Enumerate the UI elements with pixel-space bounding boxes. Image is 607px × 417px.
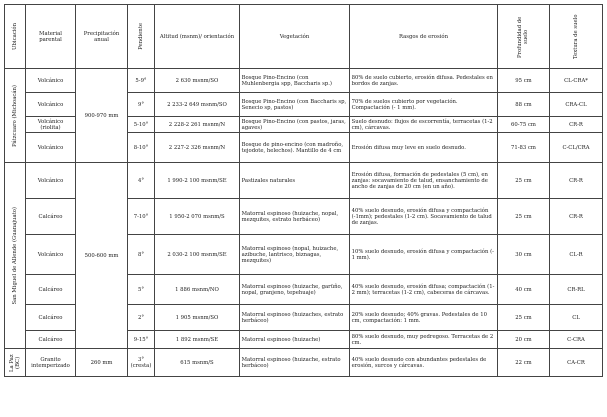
vegetation-cell: Matorral espinoso (nopal, huizache, azibuche, lantrisco, biznagas, mezquites) [240,235,350,275]
material-cell: Calcáreo [26,305,76,331]
material-cell: Calcáreo [26,199,76,235]
slope-cell: 4° [128,163,155,199]
header-depth [498,5,550,69]
vegetation-cell: Bosque Pino-Encino (con Muhlenbergia spp, Baccharis sp.) [240,69,350,93]
header-location [5,5,26,69]
vegetation-cell: Matorral espinoso (huizache, nopal, mezquites, estrato herbáceo) [240,199,350,235]
vegetation-cell: Bosque Pino-Encino (con pastos, jaras, agaves) [240,117,350,133]
location-text: La Paz (BC) [8,353,21,372]
vegetation-cell: Bosque Pino-Encino (con Baccharis sp, Senecio sp, pastos) [240,93,350,117]
vegetation-cell: Matorral espinoso (huizache, estrato herbáceo) [240,349,350,377]
depth-cell: 40 cm [498,275,550,305]
material-cell: Calcáreo [26,275,76,305]
vegetation-cell: Matorral espinoso (huizaches, estrato herbáceo) [240,305,350,331]
vegetation-cell: Bosque de pino-encino (con madroño, tejodote, helechos). Mantillo de 4 cm [240,133,350,163]
erosion-cell: 80% suelo desnudo, muy pedregoso. Terracetas de 2 cm. [350,331,498,349]
erosion-table-document [4,4,603,377]
slope-cell: 3° (cresta) [128,349,155,377]
depth-cell: 60-75 cm [498,117,550,133]
altitude-cell: 2 227-2 326 msnm/N [155,133,240,163]
altitude-cell: 2 233-2 649 msnm/SO [155,93,240,117]
erosion-cell: 10% suelo desnudo, erosión difusa y compactación (- 1 mm). [350,235,498,275]
erosion-cell: Erosión difusa muy leve en suelo desnudo. [350,133,498,163]
header-texture-text: Textura de suelo [572,14,579,59]
depth-cell: 25 cm [498,199,550,235]
texture-cell: C-CRA [550,331,603,349]
texture-cell: CR-R [550,199,603,235]
erosion-cell: 40% suelo desnudo, erosión difusa; compactación (1-2 mm); terracetas (1-2 cm), cabeceras de cárcavas. [350,275,498,305]
location-cell [5,349,26,377]
depth-cell: 25 cm [498,305,550,331]
texture-cell: CL-R [550,235,603,275]
material-cell: Volcánico [26,69,76,93]
material-cell: Volcánico [26,163,76,199]
texture-cell: C-CL/CRA [550,133,603,163]
altitude-cell: 2 228-2 261 msnm/N [155,117,240,133]
precipitation-cell: 500-600 mm [76,163,128,349]
depth-cell: 71-83 cm [498,133,550,163]
header-vegetation: Vegetación [240,5,350,69]
depth-cell: 22 cm [498,349,550,377]
header-altitude: Altitud (msnm)/ orientación [155,5,240,69]
erosion-cell: 80% de suelo cubierto, erosión difusa. Pedestales en bordos de zanjas. [350,69,498,93]
precipitation-cell: 900-970 mm [76,69,128,163]
erosion-cell: 40% suelo desnudo con abundantes pedestales de erosión, surcos y cárcavas. [350,349,498,377]
header-precipitation: Precipitación anual [76,5,128,69]
slope-cell: 5-9° [128,69,155,93]
erosion-cell: 20% suelo desnudo; 40% gravas. Pedestales de 10 cm, compactación: 1 mm. [350,305,498,331]
header-location-text: Ubicación [11,23,18,51]
header-erosion: Rasgos de erosión [350,5,498,69]
altitude-cell: 615 msnm/S [155,349,240,377]
slope-cell: 5-10° [128,117,155,133]
altitude-cell: 2 630 msnm/SO [155,69,240,93]
depth-cell: 95 cm [498,69,550,93]
table-row [5,69,603,93]
material-cell: Granito intemperizado [26,349,76,377]
altitude-cell: 1 905 msnm/SO [155,305,240,331]
header-slope [128,5,155,69]
table-row [5,163,603,199]
erosion-cell: 70% de suelos cubierto por vegetación. Compactación (- 1 mm). [350,93,498,117]
slope-cell: 8-10° [128,133,155,163]
slope-cell: 8° [128,235,155,275]
location-text: San Miguel de Allende (Guanajuato) [11,206,18,305]
material-cell: Volcánico [26,93,76,117]
altitude-cell: 2 030-2 100 msnm/SE [155,235,240,275]
header-depth-text: Profundidad de suelo [517,15,530,58]
altitude-cell: 1 950-2 070 msnm/S [155,199,240,235]
vegetation-cell: Pastizales naturales [240,163,350,199]
slope-cell: 2° [128,305,155,331]
texture-cell: CL [550,305,603,331]
header-row [5,5,603,69]
texture-cell: CR-R [550,163,603,199]
location-cell [5,163,26,349]
vegetation-cell: Matorral espinoso (huizache) [240,331,350,349]
slope-cell: 9-15° [128,331,155,349]
header-material: Material parental [26,5,76,69]
header-texture [550,5,603,69]
material-cell: Volcánico (riolita) [26,117,76,133]
erosion-cell: Erosión difusa, formación de pedestales (5 cm), en zanjas: socavamiento de talud, ensanchamiento de ancho de zanjas de 20 cm (en un año). [350,163,498,199]
texture-cell: CR-RL [550,275,603,305]
precipitation-cell: 260 mm [76,349,128,377]
material-cell: Volcánico [26,133,76,163]
erosion-cell: Suelo desnudo: flujos de escorrentía, terracetas (1-2 cm), cárcavas. [350,117,498,133]
slope-cell: 5° [128,275,155,305]
table-row [5,349,603,377]
erosion-table [4,4,603,377]
material-cell: Volcánico [26,235,76,275]
texture-cell: CA-CR [550,349,603,377]
altitude-cell: 1 886 msnm/NO [155,275,240,305]
altitude-cell: 1 990-2 100 msnm/SE [155,163,240,199]
depth-cell: 20 cm [498,331,550,349]
slope-cell: 7-10° [128,199,155,235]
texture-cell: CL-CRA* [550,69,603,93]
vegetation-cell: Matorral espinoso (huizache, garüño, nopal, granjeno, tepehuaje) [240,275,350,305]
altitude-cell: 1 892 msnm/SE [155,331,240,349]
depth-cell: 25 cm [498,163,550,199]
texture-cell: CR-R [550,117,603,133]
depth-cell: 30 cm [498,235,550,275]
location-text: Pátzcuaro (Michoacán) [11,84,18,147]
table-body [5,69,603,377]
erosion-cell: 40% suelo desnudo, erosión difusa y compactación (-1mm); pedestales (1-2 cm). Socavamiento de talud de zanjas. [350,199,498,235]
location-cell [5,69,26,163]
slope-cell: 9° [128,93,155,117]
material-cell: Calcáreo [26,331,76,349]
header-slope-text: Pendiente [137,23,144,50]
depth-cell: 88 cm [498,93,550,117]
texture-cell: CRA-CL [550,93,603,117]
